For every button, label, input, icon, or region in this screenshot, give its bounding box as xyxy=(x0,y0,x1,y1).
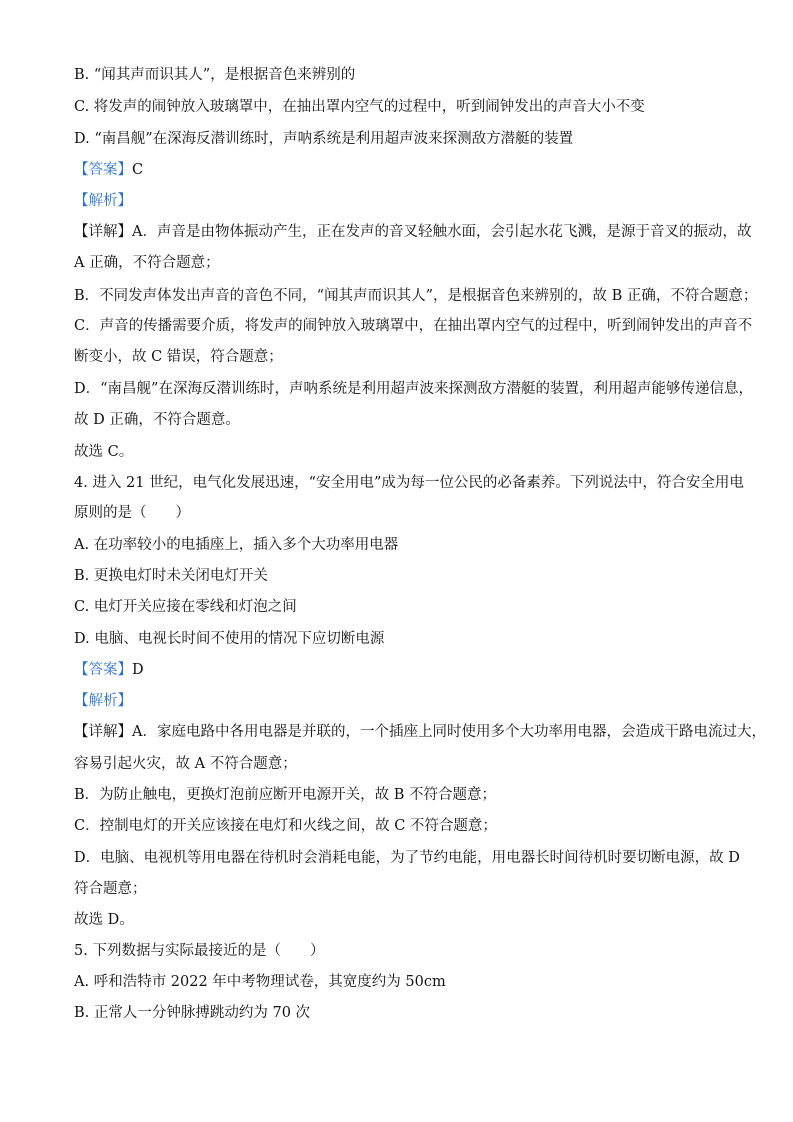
q4-conclusion: 故选 D。 xyxy=(74,912,134,928)
q4-stem-line-1: 4. 进入 21 世纪，电气化发展迅速，“安全用电”成为每一位公民的必备素养。下列说法中，符合安全用电 xyxy=(74,475,744,491)
q4-answer xyxy=(74,660,144,680)
q3-option-c: C. 将发声的闹钟放入玻璃罩中，在抽出罩内空气的过程中，听到闹钟发出的声音大小不变 xyxy=(74,99,645,115)
q4-detail-line-6: 符合题意； xyxy=(74,881,147,897)
q4-stem-line-2: 原则的是（ ） xyxy=(74,505,190,521)
q3-detail-line-6: D．“南昌舰”在深海反潜训练时，声呐系统是利用超声波来探测敌方潜艇的装置，利用超声能够传递信息， xyxy=(74,381,753,397)
answer-value: C xyxy=(132,162,144,178)
q4-detail-line-5: D．电脑、电视机等用电器在待机时会消耗电能，为了节约电能，用电器长时间待机时要切断电源，故 D xyxy=(74,850,740,866)
q3-detail-line-5: 断变小，故 C 错误，符合题意； xyxy=(74,349,283,365)
q4-option-d: D. 电脑、电视长时间不使用的情况下应切断电源 xyxy=(74,631,385,647)
q3-analysis-tag: 【解析】 xyxy=(74,193,132,209)
q3-option-d: D. “南昌舰”在深海反潜训练时，声呐系统是利用超声波来探测敌方潜艇的装置 xyxy=(74,131,574,147)
detail-tag: 【详解】 xyxy=(74,224,132,240)
q3-detail-line-3: B．不同发声体发出声音的音色不同，“闻其声而识其人”，是根据音色来辨别的，故 B 正确，不符合题意； xyxy=(74,288,758,304)
q3-detail-line-7: 故 D 正确，不符合题意。 xyxy=(74,412,240,428)
answer-tag: 【答案】 xyxy=(74,662,132,678)
q3-detail-line-1 xyxy=(74,222,751,242)
answer-tag: 【答案】 xyxy=(74,162,132,178)
q4-detail-line-3: B．为防止触电，更换灯泡前应断开电源开关，故 B 不符合题意； xyxy=(74,787,497,803)
q4-option-b: B. 更换电灯时未关闭电灯开关 xyxy=(74,568,268,584)
q5-option-a: A. 呼和浩特市 2022 年中考物理试卷，其宽度约为 50cm xyxy=(74,974,446,990)
q3-detail-line-4: C．声音的传播需要介质，将发声的闹钟放入玻璃罩中，在抽出罩内空气的过程中，听到闹钟发出的声音不 xyxy=(74,318,753,334)
q4-detail-line-2: 容易引起火灾，故 A 不符合题意； xyxy=(74,756,297,772)
q3-answer xyxy=(74,160,143,180)
answer-value: D xyxy=(132,662,144,678)
q3-option-b: B. “闻其声而识其人”，是根据音色来辨别的 xyxy=(74,67,356,83)
q4-detail-line-4: C．控制电灯的开关应该接在电灯和火线之间，故 C 不符合题意； xyxy=(74,818,497,834)
q3-conclusion: 故选 C。 xyxy=(74,444,134,460)
q4-option-a: A. 在功率较小的电插座上，插入多个大功率用电器 xyxy=(74,537,399,553)
detail-text: A．声音是由物体振动产生，正在发声的音叉轻触水面，会引起水花飞溅，是源于音叉的振动，故 xyxy=(132,224,752,240)
q3-detail-line-2: A 正确，不符合题意； xyxy=(74,255,220,271)
detail-tag: 【详解】 xyxy=(74,724,132,740)
q5-option-b: B. 正常人一分钟脉搏跳动约为 70 次 xyxy=(74,1005,311,1021)
q4-detail-line-1 xyxy=(74,722,766,742)
detail-text: A．家庭电路中各用电器是并联的，一个插座上同时使用多个大功率用电器，会造成干路电流过大， xyxy=(132,724,766,740)
q5-stem: 5. 下列数据与实际最接近的是（ ） xyxy=(74,943,325,959)
q4-analysis-tag: 【解析】 xyxy=(74,693,132,709)
q4-option-c: C. 电灯开关应接在零线和灯泡之间 xyxy=(74,599,297,615)
